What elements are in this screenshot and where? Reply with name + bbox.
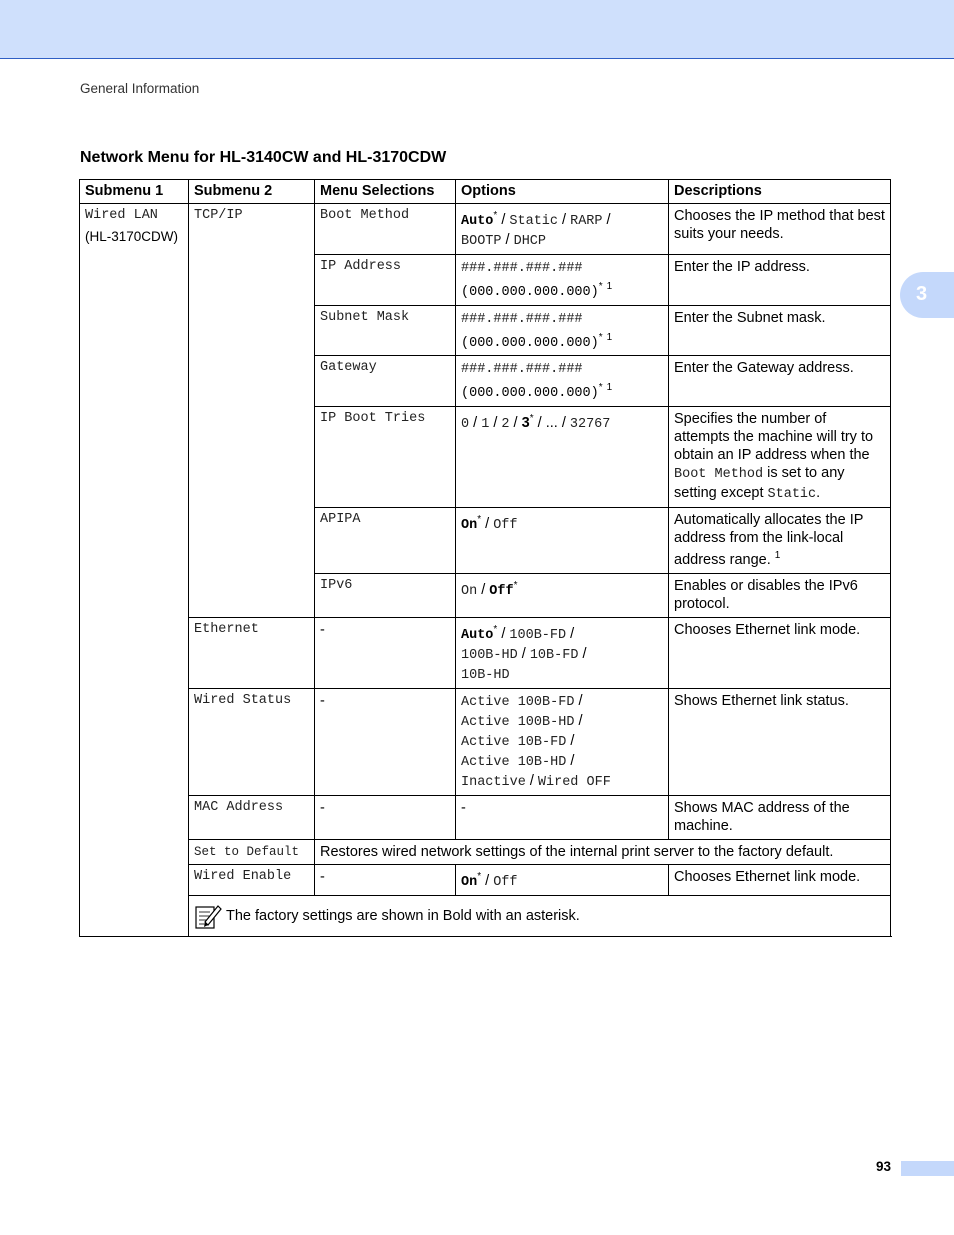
options-ipv6: On / Off* [456, 574, 669, 618]
desc-set-to-default: Restores wired network settings of the internal print server to the factory default. [315, 840, 891, 865]
submenu2-wired-status: Wired Status [189, 689, 315, 796]
page-number: 93 [876, 1159, 892, 1174]
note-row [80, 895, 891, 936]
selection-apipa: APIPA [315, 508, 456, 574]
top-header-band [0, 0, 954, 59]
desc-mac-address: Shows MAC address of the machine. [669, 796, 891, 840]
submenu1-wired-lan: Wired LAN [85, 208, 158, 223]
submenu2-tcpip: TCP/IP [189, 204, 315, 618]
note-cell [189, 895, 891, 936]
table-row [80, 796, 891, 840]
options-wired-status: Active 100B-FD / Active 100B-HD / Active 10B-FD / Active 10B-HD / Inactive / Wired OFF [456, 689, 669, 796]
table-row [80, 865, 891, 896]
page-number-bar [901, 1161, 954, 1176]
submenu2-set-to-default: Set to Default [189, 840, 315, 865]
desc-wired-enable: Chooses Ethernet link mode. [669, 865, 891, 896]
options-subnet-mask: ###.###.###.### (000.000.000.000)* $^1$ [456, 305, 669, 356]
table-row [80, 204, 891, 255]
submenu2-mac-address: MAC Address [189, 796, 315, 840]
header-options: Options [456, 180, 669, 204]
desc-gateway: Enter the Gateway address. [669, 356, 891, 407]
desc-apipa: Automatically allocates the IP address from the link-local address range. $^1$ [669, 508, 891, 574]
header-descriptions: Descriptions [669, 180, 891, 204]
submenu1-model-note: (HL-3170CDW) [85, 229, 179, 244]
header-submenu2: Submenu 2 [189, 180, 315, 204]
selection-ethernet: - [315, 618, 456, 689]
desc-ethernet: Chooses Ethernet link mode. [669, 618, 891, 689]
selection-gateway: Gateway [315, 356, 456, 407]
selection-subnet-mask: Subnet Mask [315, 305, 456, 356]
desc-boot-method: Chooses the IP method that best suits your needs. [669, 204, 891, 255]
header-submenu1: Submenu 1 [80, 180, 189, 204]
submenu2-wired-enable: Wired Enable [189, 865, 315, 896]
table-row [80, 689, 891, 796]
section-title: Network Menu for HL-3140CW and HL-3170CDW [80, 149, 447, 166]
desc-subnet-mask: Enter the Subnet mask. [669, 305, 891, 356]
selection-ip-boot-tries: IP Boot Tries [315, 407, 456, 508]
selection-mac-address: - [315, 796, 456, 840]
table-row [80, 840, 891, 865]
selection-wired-status: - [315, 689, 456, 796]
options-wired-enable: On* / Off [456, 865, 669, 896]
options-ip-boot-tries: 0 / 1 / 2 / 3* / ... / 32767 [456, 407, 669, 508]
desc-ipv6: Enables or disables the IPv6 protocol. [669, 574, 891, 618]
running-header: General Information [80, 81, 200, 96]
options-gateway: ###.###.###.### (000.000.000.000)* $^1$ [456, 356, 669, 407]
options-boot-method: Auto* / Static / RARP / BOOTP / DHCP [456, 204, 669, 255]
submenu1-cell [80, 204, 189, 937]
desc-ip-boot-tries: Specifies the number of attempts the machine will try to obtain an IP address when the Boot Method is set to any setting except Static. [669, 407, 891, 508]
note-pencil-icon [194, 902, 222, 930]
table-header-row [80, 180, 891, 204]
options-ip-address: ###.###.###.### (000.000.000.000)* $^1$ [456, 254, 669, 305]
options-apipa: On* / Off [456, 508, 669, 574]
chapter-tab [900, 272, 954, 318]
desc-ip-address: Enter the IP address. [669, 254, 891, 305]
options-mac-address: - [456, 796, 669, 840]
selection-ipv6: IPv6 [315, 574, 456, 618]
submenu2-ethernet: Ethernet [189, 618, 315, 689]
selection-ip-address: IP Address [315, 254, 456, 305]
header-menu-selections: Menu Selections [315, 180, 456, 204]
note-text: The factory settings are shown in Bold with an asterisk. [226, 907, 580, 924]
table-row [80, 618, 891, 689]
options-ethernet: Auto* / 100B-FD / 100B-HD / 10B-FD / 10B-HD [456, 618, 669, 689]
network-menu-table [79, 179, 891, 937]
selection-boot-method: Boot Method [315, 204, 456, 255]
chapter-number: 3 [916, 283, 928, 305]
desc-wired-status: Shows Ethernet link status. [669, 689, 891, 796]
selection-wired-enable: - [315, 865, 456, 896]
